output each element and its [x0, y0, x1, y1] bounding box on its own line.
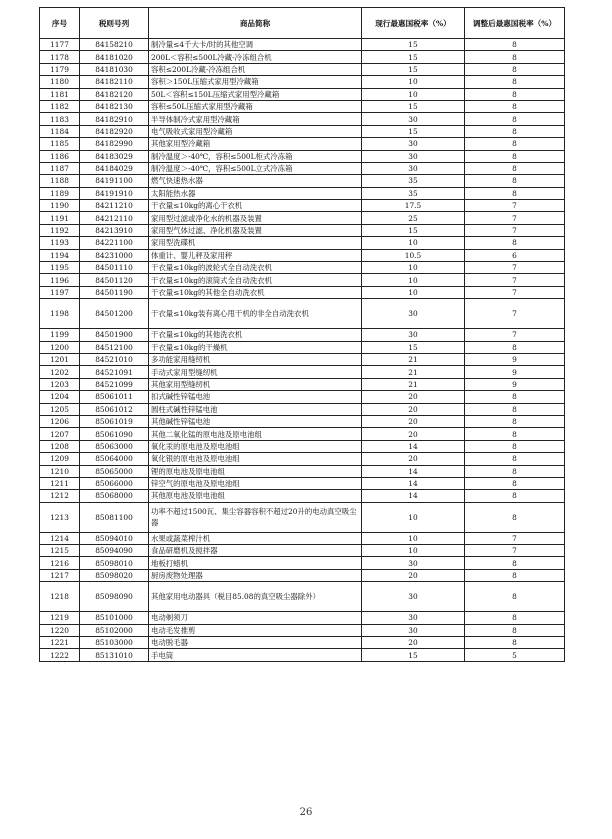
current-rate-cell: 30 — [362, 299, 465, 329]
adjusted-rate-cell: 8 — [465, 557, 565, 569]
adjusted-rate-cell: 7 — [465, 262, 565, 274]
header-product-name: 商品简称 — [149, 8, 362, 39]
table-row — [40, 138, 565, 150]
adjusted-rate-cell: 8 — [465, 237, 565, 249]
adjusted-rate-cell: 8 — [465, 582, 565, 612]
serial-number-cell: 1181 — [40, 88, 80, 100]
tariff-code-cell: 84182130 — [80, 100, 149, 112]
serial-number-cell: 1199 — [40, 329, 80, 341]
adjusted-rate-cell: 8 — [465, 51, 565, 63]
adjusted-rate-cell: 8 — [465, 612, 565, 624]
product-name-cell: 锌空气的原电池及原电池组 — [149, 477, 362, 489]
tariff-code-cell: 84521091 — [80, 366, 149, 378]
table-row — [40, 113, 565, 125]
serial-number-cell: 1212 — [40, 490, 80, 502]
tariff-table — [39, 7, 565, 662]
tariff-code-cell: 85063000 — [80, 440, 149, 452]
current-rate-cell: 20 — [362, 391, 465, 403]
current-rate-cell: 30 — [362, 624, 465, 636]
adjusted-rate-cell: 8 — [465, 113, 565, 125]
tariff-code-cell: 84182920 — [80, 125, 149, 137]
serial-number-cell: 1186 — [40, 150, 80, 162]
table-row — [40, 162, 565, 174]
product-name-cell: 其他家用电动器具（税目85.08的真空吸尘器除外） — [149, 582, 362, 612]
product-name-cell: 扣式碱性锌锰电池 — [149, 391, 362, 403]
table-row — [40, 502, 565, 532]
tariff-code-cell: 85101000 — [80, 612, 149, 624]
serial-number-cell: 1222 — [40, 649, 80, 661]
table-row — [40, 200, 565, 212]
header-serial-number: 序号 — [40, 8, 80, 39]
product-name-cell: 家用型洗碟机 — [149, 237, 362, 249]
tariff-code-cell: 84501900 — [80, 329, 149, 341]
serial-number-cell: 1177 — [40, 39, 80, 51]
product-name-cell: 地板打蜡机 — [149, 557, 362, 569]
tariff-code-cell: 84182110 — [80, 76, 149, 88]
product-name-cell: 手动式家用型缝纫机 — [149, 366, 362, 378]
tariff-code-cell: 84183029 — [80, 150, 149, 162]
product-name-cell: 家用型过滤或净化水的机器及装置 — [149, 212, 362, 224]
adjusted-rate-cell: 8 — [465, 391, 565, 403]
serial-number-cell: 1187 — [40, 162, 80, 174]
tariff-code-cell: 84501120 — [80, 274, 149, 286]
product-name-cell: 干衣量≤10kg的干燥机 — [149, 341, 362, 353]
current-rate-cell: 30 — [362, 150, 465, 162]
current-rate-cell: 15 — [362, 649, 465, 661]
adjusted-rate-cell: 7 — [465, 286, 565, 298]
tariff-code-cell: 85061012 — [80, 403, 149, 415]
current-rate-cell: 30 — [362, 612, 465, 624]
serial-number-cell: 1180 — [40, 76, 80, 88]
adjusted-rate-cell: 8 — [465, 428, 565, 440]
serial-number-cell: 1195 — [40, 262, 80, 274]
serial-number-cell: 1203 — [40, 378, 80, 390]
serial-number-cell: 1216 — [40, 557, 80, 569]
product-name-cell: 圆柱式碱性锌锰电池 — [149, 403, 362, 415]
adjusted-rate-cell: 6 — [465, 249, 565, 261]
adjusted-rate-cell: 8 — [465, 341, 565, 353]
tariff-code-cell: 85102000 — [80, 624, 149, 636]
table-row — [40, 125, 565, 137]
adjusted-rate-cell: 8 — [465, 175, 565, 187]
table-row — [40, 624, 565, 636]
product-name-cell: 其他家用型冷藏箱 — [149, 138, 362, 150]
tariff-code-cell: 85081100 — [80, 502, 149, 532]
product-name-cell: 燃气快速热水器 — [149, 175, 362, 187]
tariff-code-cell: 84182910 — [80, 113, 149, 125]
adjusted-rate-cell: 8 — [465, 465, 565, 477]
current-rate-cell: 15 — [362, 39, 465, 51]
serial-number-cell: 1198 — [40, 299, 80, 329]
current-rate-cell: 21 — [362, 378, 465, 390]
tariff-code-cell: 85065000 — [80, 465, 149, 477]
adjusted-rate-cell: 8 — [465, 624, 565, 636]
serial-number-cell: 1185 — [40, 138, 80, 150]
current-rate-cell: 20 — [362, 415, 465, 427]
current-rate-cell: 35 — [362, 175, 465, 187]
tariff-code-cell: 85064000 — [80, 453, 149, 465]
serial-number-cell: 1201 — [40, 353, 80, 365]
table-row — [40, 557, 565, 569]
current-rate-cell: 10 — [362, 88, 465, 100]
serial-number-cell: 1194 — [40, 249, 80, 261]
product-name-cell: 多功能家用缝纫机 — [149, 353, 362, 365]
table-row — [40, 262, 565, 274]
current-rate-cell: 10 — [362, 532, 465, 544]
table-row — [40, 637, 565, 649]
current-rate-cell: 25 — [362, 212, 465, 224]
current-rate-cell: 21 — [362, 353, 465, 365]
tariff-code-cell: 84182990 — [80, 138, 149, 150]
serial-number-cell: 1207 — [40, 428, 80, 440]
product-name-cell: 其他碱性锌锰电池 — [149, 415, 362, 427]
header-adjusted-rate: 调整后最惠国税率（%） — [465, 8, 565, 39]
current-rate-cell: 10 — [362, 76, 465, 88]
serial-number-cell: 1200 — [40, 341, 80, 353]
table-row — [40, 415, 565, 427]
serial-number-cell: 1209 — [40, 453, 80, 465]
tariff-code-cell: 84191910 — [80, 187, 149, 199]
product-name-cell: 厨房废物处理器 — [149, 569, 362, 581]
current-rate-cell: 30 — [362, 113, 465, 125]
table-row — [40, 490, 565, 502]
serial-number-cell: 1196 — [40, 274, 80, 286]
table-row — [40, 391, 565, 403]
tariff-code-cell: 84181030 — [80, 63, 149, 75]
adjusted-rate-cell: 7 — [465, 532, 565, 544]
current-rate-cell: 15 — [362, 51, 465, 63]
table-header — [40, 8, 565, 39]
product-name-cell: 太阳能热水器 — [149, 187, 362, 199]
table-row — [40, 569, 565, 581]
serial-number-cell: 1197 — [40, 286, 80, 298]
table-row — [40, 428, 565, 440]
table-row — [40, 532, 565, 544]
adjusted-rate-cell: 9 — [465, 353, 565, 365]
product-name-cell: 干衣量≤10kg的滚筒式全自动洗衣机 — [149, 274, 362, 286]
tariff-code-cell: 84501200 — [80, 299, 149, 329]
serial-number-cell: 1214 — [40, 532, 80, 544]
adjusted-rate-cell: 7 — [465, 212, 565, 224]
table-row — [40, 341, 565, 353]
table-row — [40, 403, 565, 415]
adjusted-rate-cell: 8 — [465, 477, 565, 489]
adjusted-rate-cell: 8 — [465, 162, 565, 174]
serial-number-cell: 1210 — [40, 465, 80, 477]
current-rate-cell: 30 — [362, 329, 465, 341]
tariff-code-cell: 84181020 — [80, 51, 149, 63]
adjusted-rate-cell: 8 — [465, 88, 565, 100]
tariff-code-cell: 85131010 — [80, 649, 149, 661]
adjusted-rate-cell: 8 — [465, 63, 565, 75]
current-rate-cell: 30 — [362, 138, 465, 150]
table-row — [40, 249, 565, 261]
adjusted-rate-cell: 9 — [465, 366, 565, 378]
serial-number-cell: 1182 — [40, 100, 80, 112]
product-name-cell: 食品研磨机及搅拌器 — [149, 545, 362, 557]
tariff-code-cell: 85094010 — [80, 532, 149, 544]
tariff-code-cell: 85103000 — [80, 637, 149, 649]
current-rate-cell: 17.5 — [362, 200, 465, 212]
table-row — [40, 274, 565, 286]
tariff-code-cell: 84158210 — [80, 39, 149, 51]
serial-number-cell: 1204 — [40, 391, 80, 403]
tariff-code-cell: 84191100 — [80, 175, 149, 187]
adjusted-rate-cell: 8 — [465, 403, 565, 415]
adjusted-rate-cell: 8 — [465, 637, 565, 649]
tariff-code-cell: 84512100 — [80, 341, 149, 353]
serial-number-cell: 1205 — [40, 403, 80, 415]
product-name-cell: 电气吸收式家用型冷藏箱 — [149, 125, 362, 137]
current-rate-cell: 20 — [362, 569, 465, 581]
current-rate-cell: 10 — [362, 545, 465, 557]
adjusted-rate-cell: 8 — [465, 187, 565, 199]
serial-number-cell: 1190 — [40, 200, 80, 212]
tariff-code-cell: 84521099 — [80, 378, 149, 390]
product-name-cell: 锂的原电池及原电池组 — [149, 465, 362, 477]
tariff-code-cell: 85066000 — [80, 477, 149, 489]
tariff-code-cell: 84184029 — [80, 162, 149, 174]
current-rate-cell: 15 — [362, 125, 465, 137]
current-rate-cell: 30 — [362, 162, 465, 174]
current-rate-cell: 21 — [362, 366, 465, 378]
product-name-cell: 其他家用型缝纫机 — [149, 378, 362, 390]
current-rate-cell: 30 — [362, 557, 465, 569]
tariff-code-cell: 84501190 — [80, 286, 149, 298]
serial-number-cell: 1206 — [40, 415, 80, 427]
adjusted-rate-cell: 8 — [465, 453, 565, 465]
product-name-cell: 制冷量≤4千大卡/时的其他空调 — [149, 39, 362, 51]
tariff-code-cell: 85098020 — [80, 569, 149, 581]
page-number: 26 — [299, 807, 313, 818]
serial-number-cell: 1220 — [40, 624, 80, 636]
current-rate-cell: 20 — [362, 428, 465, 440]
adjusted-rate-cell: 8 — [465, 125, 565, 137]
table-row — [40, 378, 565, 390]
serial-number-cell: 1213 — [40, 502, 80, 532]
product-name-cell: 手电筒 — [149, 649, 362, 661]
table-row — [40, 224, 565, 236]
adjusted-rate-cell: 7 — [465, 299, 565, 329]
current-rate-cell: 15 — [362, 63, 465, 75]
adjusted-rate-cell: 8 — [465, 76, 565, 88]
adjusted-rate-cell: 8 — [465, 440, 565, 452]
product-name-cell: 功率不超过1500瓦、集尘容器容积不超过20升的电动真空吸尘器 — [149, 502, 362, 532]
product-name-cell: 氧化银的原电池及原电池组 — [149, 453, 362, 465]
table-row — [40, 39, 565, 51]
current-rate-cell: 15 — [362, 100, 465, 112]
table-row — [40, 51, 565, 63]
table-row — [40, 286, 565, 298]
tariff-code-cell: 84521010 — [80, 353, 149, 365]
current-rate-cell: 10 — [362, 237, 465, 249]
product-name-cell: 容积＞150L压缩式家用型冷藏箱 — [149, 76, 362, 88]
table-row — [40, 440, 565, 452]
product-name-cell: 电动剃须刀 — [149, 612, 362, 624]
tariff-code-cell: 84182120 — [80, 88, 149, 100]
table-row — [40, 237, 565, 249]
table-row — [40, 465, 565, 477]
table-row — [40, 329, 565, 341]
header-tariff-code: 税则号列 — [80, 8, 149, 39]
current-rate-cell: 15 — [362, 341, 465, 353]
serial-number-cell: 1178 — [40, 51, 80, 63]
product-name-cell: 干衣量≤10kg的波轮式全自动洗衣机 — [149, 262, 362, 274]
product-name-cell: 制冷温度＞-40℃，容积≤500L柜式冷冻箱 — [149, 150, 362, 162]
current-rate-cell: 20 — [362, 403, 465, 415]
tariff-code-cell: 85061090 — [80, 428, 149, 440]
serial-number-cell: 1179 — [40, 63, 80, 75]
tariff-code-cell: 84231000 — [80, 249, 149, 261]
product-name-cell: 制冷温度＞-40℃，容积≤500L立式冷冻箱 — [149, 162, 362, 174]
product-name-cell: 半导体制冷式家用型冷藏箱 — [149, 113, 362, 125]
adjusted-rate-cell: 8 — [465, 502, 565, 532]
tariff-code-cell: 85061011 — [80, 391, 149, 403]
tariff-code-cell: 84211210 — [80, 200, 149, 212]
product-name-cell: 氧化汞的原电池及原电池组 — [149, 440, 362, 452]
table-row — [40, 88, 565, 100]
serial-number-cell: 1192 — [40, 224, 80, 236]
product-name-cell: 电动毛发推剪 — [149, 624, 362, 636]
product-name-cell: 干衣量≤10kg装有离心甩干机的非全自动洗衣机 — [149, 299, 362, 329]
serial-number-cell: 1193 — [40, 237, 80, 249]
current-rate-cell: 14 — [362, 440, 465, 452]
table-row — [40, 477, 565, 489]
serial-number-cell: 1219 — [40, 612, 80, 624]
product-name-cell: 50L＜容积≤150L压缩式家用型冷藏箱 — [149, 88, 362, 100]
product-name-cell: 容积≤50L压缩式家用型冷藏箱 — [149, 100, 362, 112]
table-row — [40, 150, 565, 162]
product-name-cell: 体重计、婴儿秤及家用秤 — [149, 249, 362, 261]
product-name-cell: 电动脱毛器 — [149, 637, 362, 649]
table-row — [40, 353, 565, 365]
serial-number-cell: 1183 — [40, 113, 80, 125]
tariff-code-cell: 84221100 — [80, 237, 149, 249]
product-name-cell: 家用型气体过滤、净化机器及装置 — [149, 224, 362, 236]
adjusted-rate-cell: 9 — [465, 378, 565, 390]
table-row — [40, 545, 565, 557]
adjusted-rate-cell: 7 — [465, 274, 565, 286]
product-name-cell: 干衣量≤10kg的其他全自动洗衣机 — [149, 286, 362, 298]
tariff-code-cell: 84213910 — [80, 224, 149, 236]
adjusted-rate-cell: 8 — [465, 100, 565, 112]
table-row — [40, 582, 565, 612]
serial-number-cell: 1218 — [40, 582, 80, 612]
product-name-cell: 其他二氧化锰的原电池及原电池组 — [149, 428, 362, 440]
table-row — [40, 299, 565, 329]
adjusted-rate-cell: 8 — [465, 569, 565, 581]
adjusted-rate-cell: 8 — [465, 415, 565, 427]
serial-number-cell: 1217 — [40, 569, 80, 581]
current-rate-cell: 20 — [362, 453, 465, 465]
adjusted-rate-cell: 8 — [465, 150, 565, 162]
tariff-code-cell: 85094090 — [80, 545, 149, 557]
current-rate-cell: 30 — [362, 582, 465, 612]
serial-number-cell: 1215 — [40, 545, 80, 557]
serial-number-cell: 1211 — [40, 477, 80, 489]
serial-number-cell: 1191 — [40, 212, 80, 224]
adjusted-rate-cell: 8 — [465, 138, 565, 150]
table-row — [40, 187, 565, 199]
serial-number-cell: 1202 — [40, 366, 80, 378]
current-rate-cell: 15 — [362, 224, 465, 236]
adjusted-rate-cell: 8 — [465, 39, 565, 51]
table-row — [40, 76, 565, 88]
adjusted-rate-cell: 7 — [465, 200, 565, 212]
table-body — [40, 39, 565, 662]
adjusted-rate-cell: 7 — [465, 545, 565, 557]
header-current-rate: 现行最惠国税率（%） — [362, 8, 465, 39]
table-row — [40, 175, 565, 187]
table-row — [40, 453, 565, 465]
product-name-cell: 水果或蔬菜榨汁机 — [149, 532, 362, 544]
adjusted-rate-cell: 7 — [465, 224, 565, 236]
current-rate-cell: 14 — [362, 465, 465, 477]
product-name-cell: 干衣量≤10kg的其他洗衣机 — [149, 329, 362, 341]
table-row — [40, 63, 565, 75]
tariff-code-cell: 85068000 — [80, 490, 149, 502]
tariff-code-cell: 84212110 — [80, 212, 149, 224]
table-row — [40, 100, 565, 112]
table-row — [40, 612, 565, 624]
current-rate-cell: 35 — [362, 187, 465, 199]
current-rate-cell: 10 — [362, 274, 465, 286]
adjusted-rate-cell: 5 — [465, 649, 565, 661]
serial-number-cell: 1221 — [40, 637, 80, 649]
current-rate-cell: 14 — [362, 490, 465, 502]
table-row — [40, 649, 565, 661]
adjusted-rate-cell: 7 — [465, 329, 565, 341]
product-name-cell: 其他原电池及原电池组 — [149, 490, 362, 502]
current-rate-cell: 14 — [362, 477, 465, 489]
product-name-cell: 200L＜容积≤500L冷藏-冷冻组合机 — [149, 51, 362, 63]
tariff-code-cell: 85098090 — [80, 582, 149, 612]
table-row — [40, 366, 565, 378]
product-name-cell: 容积≤200L冷藏-冷冻组合机 — [149, 63, 362, 75]
serial-number-cell: 1189 — [40, 187, 80, 199]
current-rate-cell: 10 — [362, 502, 465, 532]
serial-number-cell: 1188 — [40, 175, 80, 187]
serial-number-cell: 1184 — [40, 125, 80, 137]
tariff-code-cell: 85061019 — [80, 415, 149, 427]
tariff-code-cell: 85098010 — [80, 557, 149, 569]
current-rate-cell: 10 — [362, 286, 465, 298]
table-row — [40, 212, 565, 224]
product-name-cell: 干衣量≤10kg的离心干衣机 — [149, 200, 362, 212]
serial-number-cell: 1208 — [40, 440, 80, 452]
current-rate-cell: 10.5 — [362, 249, 465, 261]
current-rate-cell: 20 — [362, 637, 465, 649]
header-row — [40, 8, 565, 39]
adjusted-rate-cell: 8 — [465, 490, 565, 502]
current-rate-cell: 10 — [362, 262, 465, 274]
tariff-code-cell: 84501110 — [80, 262, 149, 274]
